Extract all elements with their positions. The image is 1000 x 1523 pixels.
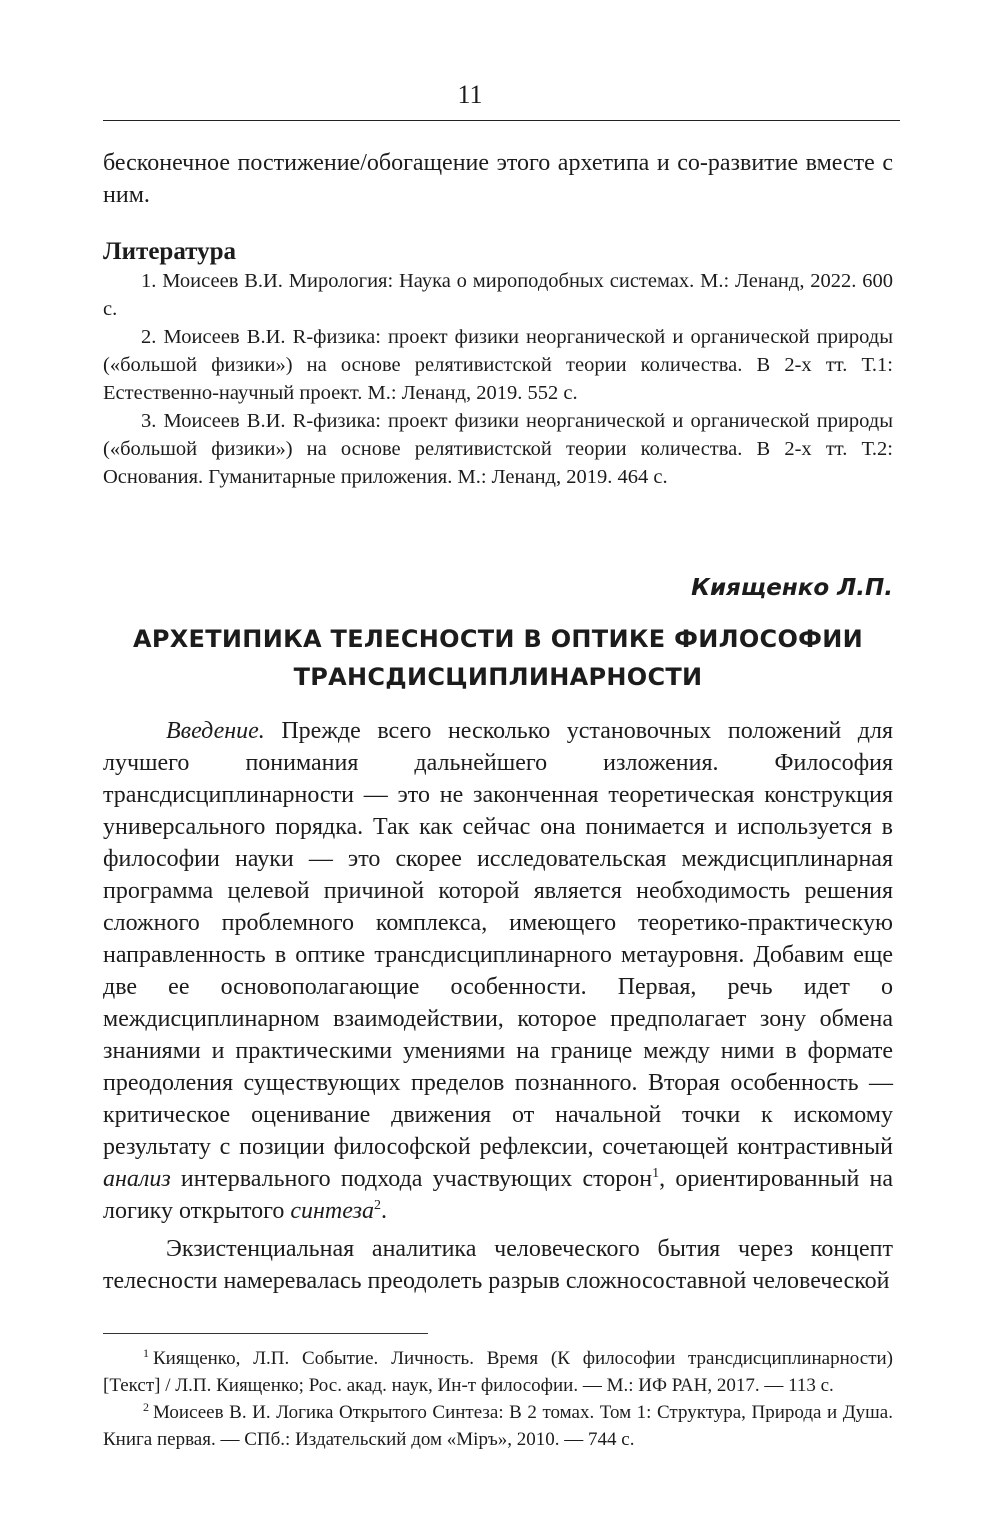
footnotes [103,1345,893,1453]
paragraph-text: Прежде всего несколько установочных положений для лучшего понимания дальнейшего изложения. Философия трансдисциплинарности — это не законченная теоретическая конструкция универсального порядка. Так как сейчас она понимается и используется в философии науки — это скорее исследовательская междисциплинарная программа целевой причиной которой является необходимость решения сложного проблемного комплекса, имеющего теоретико-практическую направленность в оптике трансдисциплинарного метауровня. Добавим еще две ее основополагающие особенности. Первая, речь идет о междисциплинарном взаимодействии, которое предполагает зону обмена знаниями и практическими умениями на границе между ними в формате преодоления существующих пределов познанного. Вторая особенность — критическое оценивание движения от начальной точки к искомому результату с позиции философской рефлексии, сочетающей контрастивный [103,718,893,1160]
footnote [103,1345,893,1399]
footnote-ref[interactable]: 1 [652,1166,660,1181]
footnote-text: Моисеев В. И. Логика Открытого Синтеза: В 2 томах. Том 1: Структура, Природа и Душа. Книга первая. — СПб.: Издательский дом «Міръ», 2010. — 744 с. [103,1402,893,1450]
page-number: 11 [457,80,483,109]
paragraph-text: , ориентированный на логику открытого [103,1166,893,1224]
article-title-line: ТРАНСДИСЦИПЛИНАРНОСТИ [293,663,703,691]
intro-paragraph [103,147,893,211]
paragraph-lead: Введение. [166,718,265,744]
article-paragraph [103,715,893,1227]
footnote-ref[interactable]: 2 [373,1198,381,1213]
footnote-number: 2 [143,1399,149,1414]
paragraph-text: . [380,1198,387,1224]
article-title [103,620,893,696]
literature-item: 2. Моисеев В.И. R-физика: проект физики неорганической и органической природы («большой физики») на основе релятивистской теории количества. В 2-х тт. Т.1: Естественно-научный проект. М.: Ленанд, 2019. 552 с. [103,326,893,404]
literature-list [103,267,893,491]
footnote-text: Киященко, Л.П. Событие. Личность. Время (К философии трансдисциплинарности) [Текст] / Л.П. Киященко; Рос. акад. наук, Ин-т философии. — М.: ИФ РАН, 2017. — 113 с. [103,1348,893,1396]
article-author: Киященко Л.П. [691,575,893,601]
footnote-rule [103,1333,428,1334]
intro-text: бесконечное постижение/обогащение этого архетипа и со-развитие вместе с ним. [103,150,893,208]
literature-item: 3. Моисеев В.И. R-физика: проект физики неорганической и органической природы («большой физики») на основе релятивистской теории количества. В 2-х тт. Т.2: Основания. Гуманитарные приложения. М.: Ленанд, 2019. 464 с. [103,410,893,488]
footnote [103,1399,893,1453]
literature-item: 1. Моисеев В.И. Мирология: Наука о мироподобных системах. М.: Ленанд, 2022. 600 с. [103,270,893,320]
header-rule [103,120,900,121]
emphasis-text: анализ [103,1166,171,1192]
article-paragraph: Экзистенциальная аналитика человеческого бытия через концепт телесности намеревалась преодолеть разрыв сложносоставной человеческой [103,1236,893,1294]
article-title-line: АРХЕТИПИКА ТЕЛЕСНОСТИ В ОПТИКЕ ФИЛОСОФИИ [132,625,864,653]
literature-heading: Литература [103,238,237,265]
literature-section [103,237,893,491]
emphasis-text: синтеза [290,1198,374,1224]
article-body [103,715,893,1297]
footnote-number: 1 [143,1345,149,1360]
paragraph-text: интервального подхода участвующих сторон [170,1166,653,1192]
